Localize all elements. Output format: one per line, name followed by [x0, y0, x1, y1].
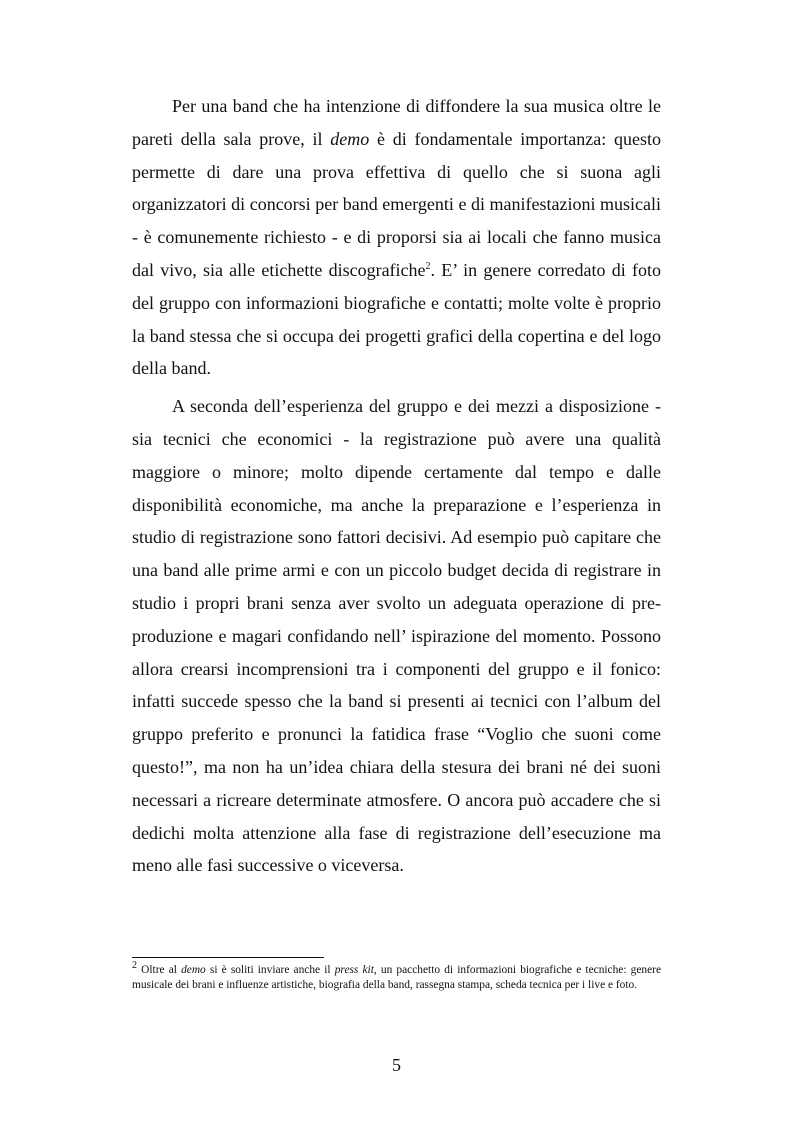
paragraph-1-text-c: . E’ in genere corredato di foto del gruppo con informazioni biografiche e contatti; molte volte è proprio la band stessa che si occupa dei progetti grafici della copertina e del logo della band.: [132, 259, 661, 379]
footnote-demo-term: demo: [181, 964, 206, 976]
footnote-reference[interactable]: 2: [425, 260, 431, 272]
paragraph-1: [132, 90, 661, 385]
footnote-text-c: , un pacchetto di informazioni biografiche e tecniche: genere musicale dei brani e influenze artistiche, biografia della band, rassegna stampa, scheda tecnica per i live e foto.: [132, 964, 662, 991]
footnote-number: 2: [132, 960, 137, 972]
footnote-text-a: Oltre al: [137, 964, 182, 976]
footnote-divider: [132, 957, 324, 958]
paragraph-1-text-a: Per una band che ha intenzione di diffondere la sua musica oltre le pareti della sala prove, il: [132, 96, 661, 149]
page-number: 5: [392, 1055, 401, 1075]
paragraph-1-text-b: è di fondamentale importanza: questo permette di dare una prova effettiva di quello che si suona agli organizzatori di concorsi per band emergenti e di manifestazioni musicali - è comunemente richiesto - e di proporsi sia ai locali che fanno musica dal vivo, sia alle etichette discografiche: [132, 128, 661, 280]
press-kit-term: press kit: [334, 964, 374, 976]
demo-term: demo: [330, 128, 370, 149]
footnote-text-b: si è soliti inviare anche il: [205, 964, 335, 976]
footnote: [132, 960, 662, 993]
paragraph-2: A seconda dell’esperienza del gruppo e dei mezzi a disposizione - sia tecnici che economici - la registrazione può avere una qualità maggiore o minore; molto dipende certamente dal tempo e dalle disponibilità economiche, ma anche la preparazione e l’esperienza in studio di registrazione sono fattori decisivi. Ad esempio può capitare che una band alle prime armi e con un piccolo budget decida di registrare in studio i propri brani senza aver svolto un adeguata operazione di pre-produzione e magari confidando nell’ ispirazione del momento. Possono allora crearsi incomprensioni tra i componenti del gruppo e il fonico: infatti succede spesso che la band si presenti ai tecnici con l’album del gruppo preferito e pronunci la fatidica frase “Voglio che suoni come questo!”, ma non ha un’idea chiara della stesura dei brani né dei suoni necessari a ricreare determinate atmosfere. O ancora può accadere che si dedichi molta attenzione alla fase di registrazione dell’esecuzione ma meno alle fasi successive o viceversa.: [132, 396, 661, 876]
body-text: [132, 90, 661, 882]
